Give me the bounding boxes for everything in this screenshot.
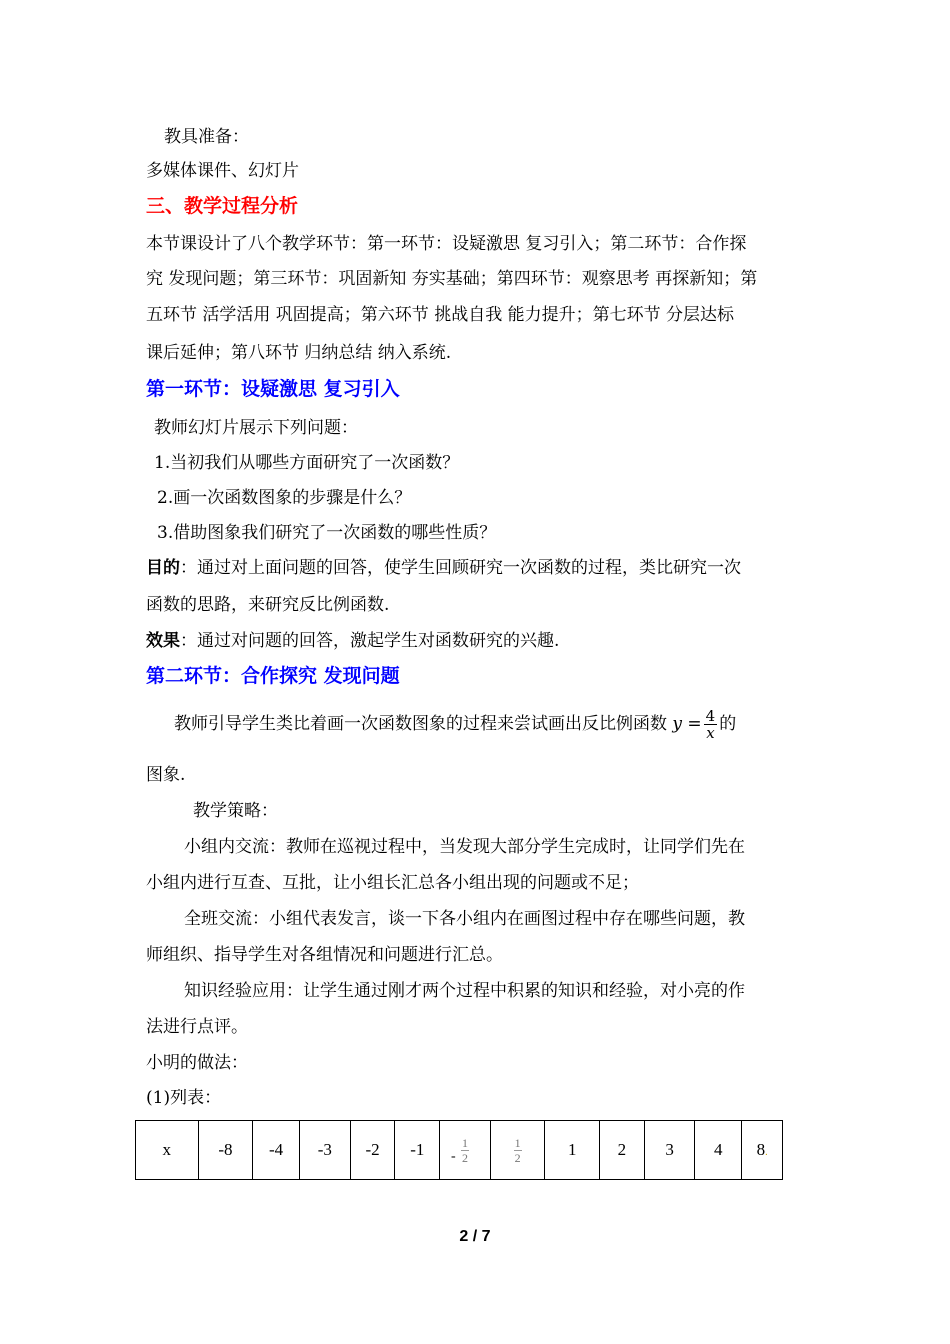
tools-label: 教具准备： — [164, 127, 249, 147]
table-cell: -2 — [350, 1121, 395, 1180]
table-cell: -8 — [198, 1121, 253, 1180]
list-step-label: (1)列表： — [146, 1088, 222, 1108]
task-text: 教师引导学生类比着画一次函数图象的过程来尝试画出反比例函数 — [174, 714, 667, 734]
question-3: 3.借助图象我们研究了一次函数的哪些性质？ — [157, 523, 497, 543]
formula-var-y: y — [672, 714, 683, 734]
effect-text: ：通过对问题的回答，激起学生对函数研究的兴趣. — [180, 631, 560, 651]
fraction-denominator: 2 — [462, 1150, 468, 1165]
class-exchange-line-1: 全班交流：小组代表发言，谈一下各小组内在画图过程中存在哪些问题，教 — [184, 909, 745, 929]
neg-half-fraction — [451, 1135, 469, 1165]
formula-fraction — [704, 708, 718, 741]
paragraph-mark-icon: . — [765, 1147, 768, 1158]
formula-denominator: x — [706, 724, 715, 742]
overview-line-4: 课后延伸；第八环节 归纳总结 纳入系统. — [146, 343, 452, 363]
table-cell: -1 — [395, 1121, 440, 1180]
fraction-denominator: 2 — [514, 1150, 521, 1165]
slide-intro: 教师幻灯片展示下列问题： — [154, 418, 358, 438]
goal-label: 目的 — [146, 558, 180, 578]
overview-line-1: 本节课设计了八个教学环节：第一环节：设疑激思 复习引入；第二环节：合作探 — [146, 234, 747, 254]
effect-label: 效果 — [146, 631, 180, 651]
task-line-2: 图象. — [146, 765, 186, 785]
formula-eq: = — [687, 714, 702, 734]
apply-line-2: 法进行点评。 — [146, 1017, 248, 1037]
stage-2-heading: 第二环节：合作探究 发现问题 — [146, 665, 400, 687]
table-cell — [490, 1121, 545, 1180]
table-cell: -3 — [299, 1121, 350, 1180]
table-cell-value: 8 — [756, 1140, 766, 1159]
effect-line — [146, 630, 559, 652]
table-cell: 1 — [545, 1121, 600, 1180]
group-exchange-line-1: 小组内交流：教师在巡视过程中，当发现大部分学生完成时，让同学们先在 — [184, 837, 745, 857]
apply-line-1: 知识经验应用：让学生通过刚才两个过程中积累的知识和经验，对小亮的作 — [184, 981, 745, 1001]
table-cell: 4 — [695, 1121, 742, 1180]
goal-text-a: ：通过对上面问题的回答，使学生回顾研究一次函数的过程，类比研究一次 — [180, 558, 741, 578]
table-cell: 3 — [644, 1121, 695, 1180]
table-row — [136, 1121, 783, 1180]
task-line-1 — [174, 704, 736, 744]
half-fraction — [514, 1136, 522, 1165]
section-heading-3: 三、教学过程分析 — [146, 195, 299, 217]
overview-line-2: 究 发现问题；第三环节：巩固新知 夯实基础；第四环节：观察思考 再探新知；第 — [146, 269, 758, 289]
formula-numerator: 4 — [705, 707, 716, 725]
goal-line-2: 函数的思路，来研究反比例函数. — [146, 595, 390, 615]
strategy-label: 教学策略： — [193, 801, 278, 821]
fraction-numerator: 1 — [462, 1135, 468, 1150]
table-cell — [440, 1121, 491, 1180]
xiaoming-label: 小明的做法： — [146, 1053, 248, 1073]
table-cell: -4 — [253, 1121, 300, 1180]
table-cell: x — [136, 1121, 199, 1180]
goal-line-1 — [146, 557, 741, 579]
stage-1-heading: 第一环节：设疑激思 复习引入 — [146, 378, 400, 400]
page-number: 2 / 7 — [459, 1228, 491, 1245]
value-table — [135, 1120, 783, 1180]
tools-text: 多媒体课件、幻灯片 — [146, 161, 299, 181]
task-end: 的 — [719, 714, 737, 734]
class-exchange-line-2: 师组织、指导学生对各组情况和问题进行汇总。 — [146, 945, 503, 965]
table-cell: 2 — [600, 1121, 645, 1180]
question-2: 2.画一次函数图象的步骤是什么？ — [157, 488, 412, 508]
table-cell — [742, 1121, 783, 1180]
overview-line-3: 五环节 活学活用 巩固提高；第六环节 挑战自我 能力提升；第七环节 分层达标 — [146, 305, 735, 325]
question-1: 1.当初我们从哪些方面研究了一次函数？ — [154, 453, 460, 473]
group-exchange-line-2: 小组内进行互查、互批，让小组长汇总各小组出现的问题或不足； — [146, 873, 639, 893]
fraction-numerator: 1 — [514, 1135, 521, 1150]
minus-sign: - — [451, 1148, 456, 1164]
